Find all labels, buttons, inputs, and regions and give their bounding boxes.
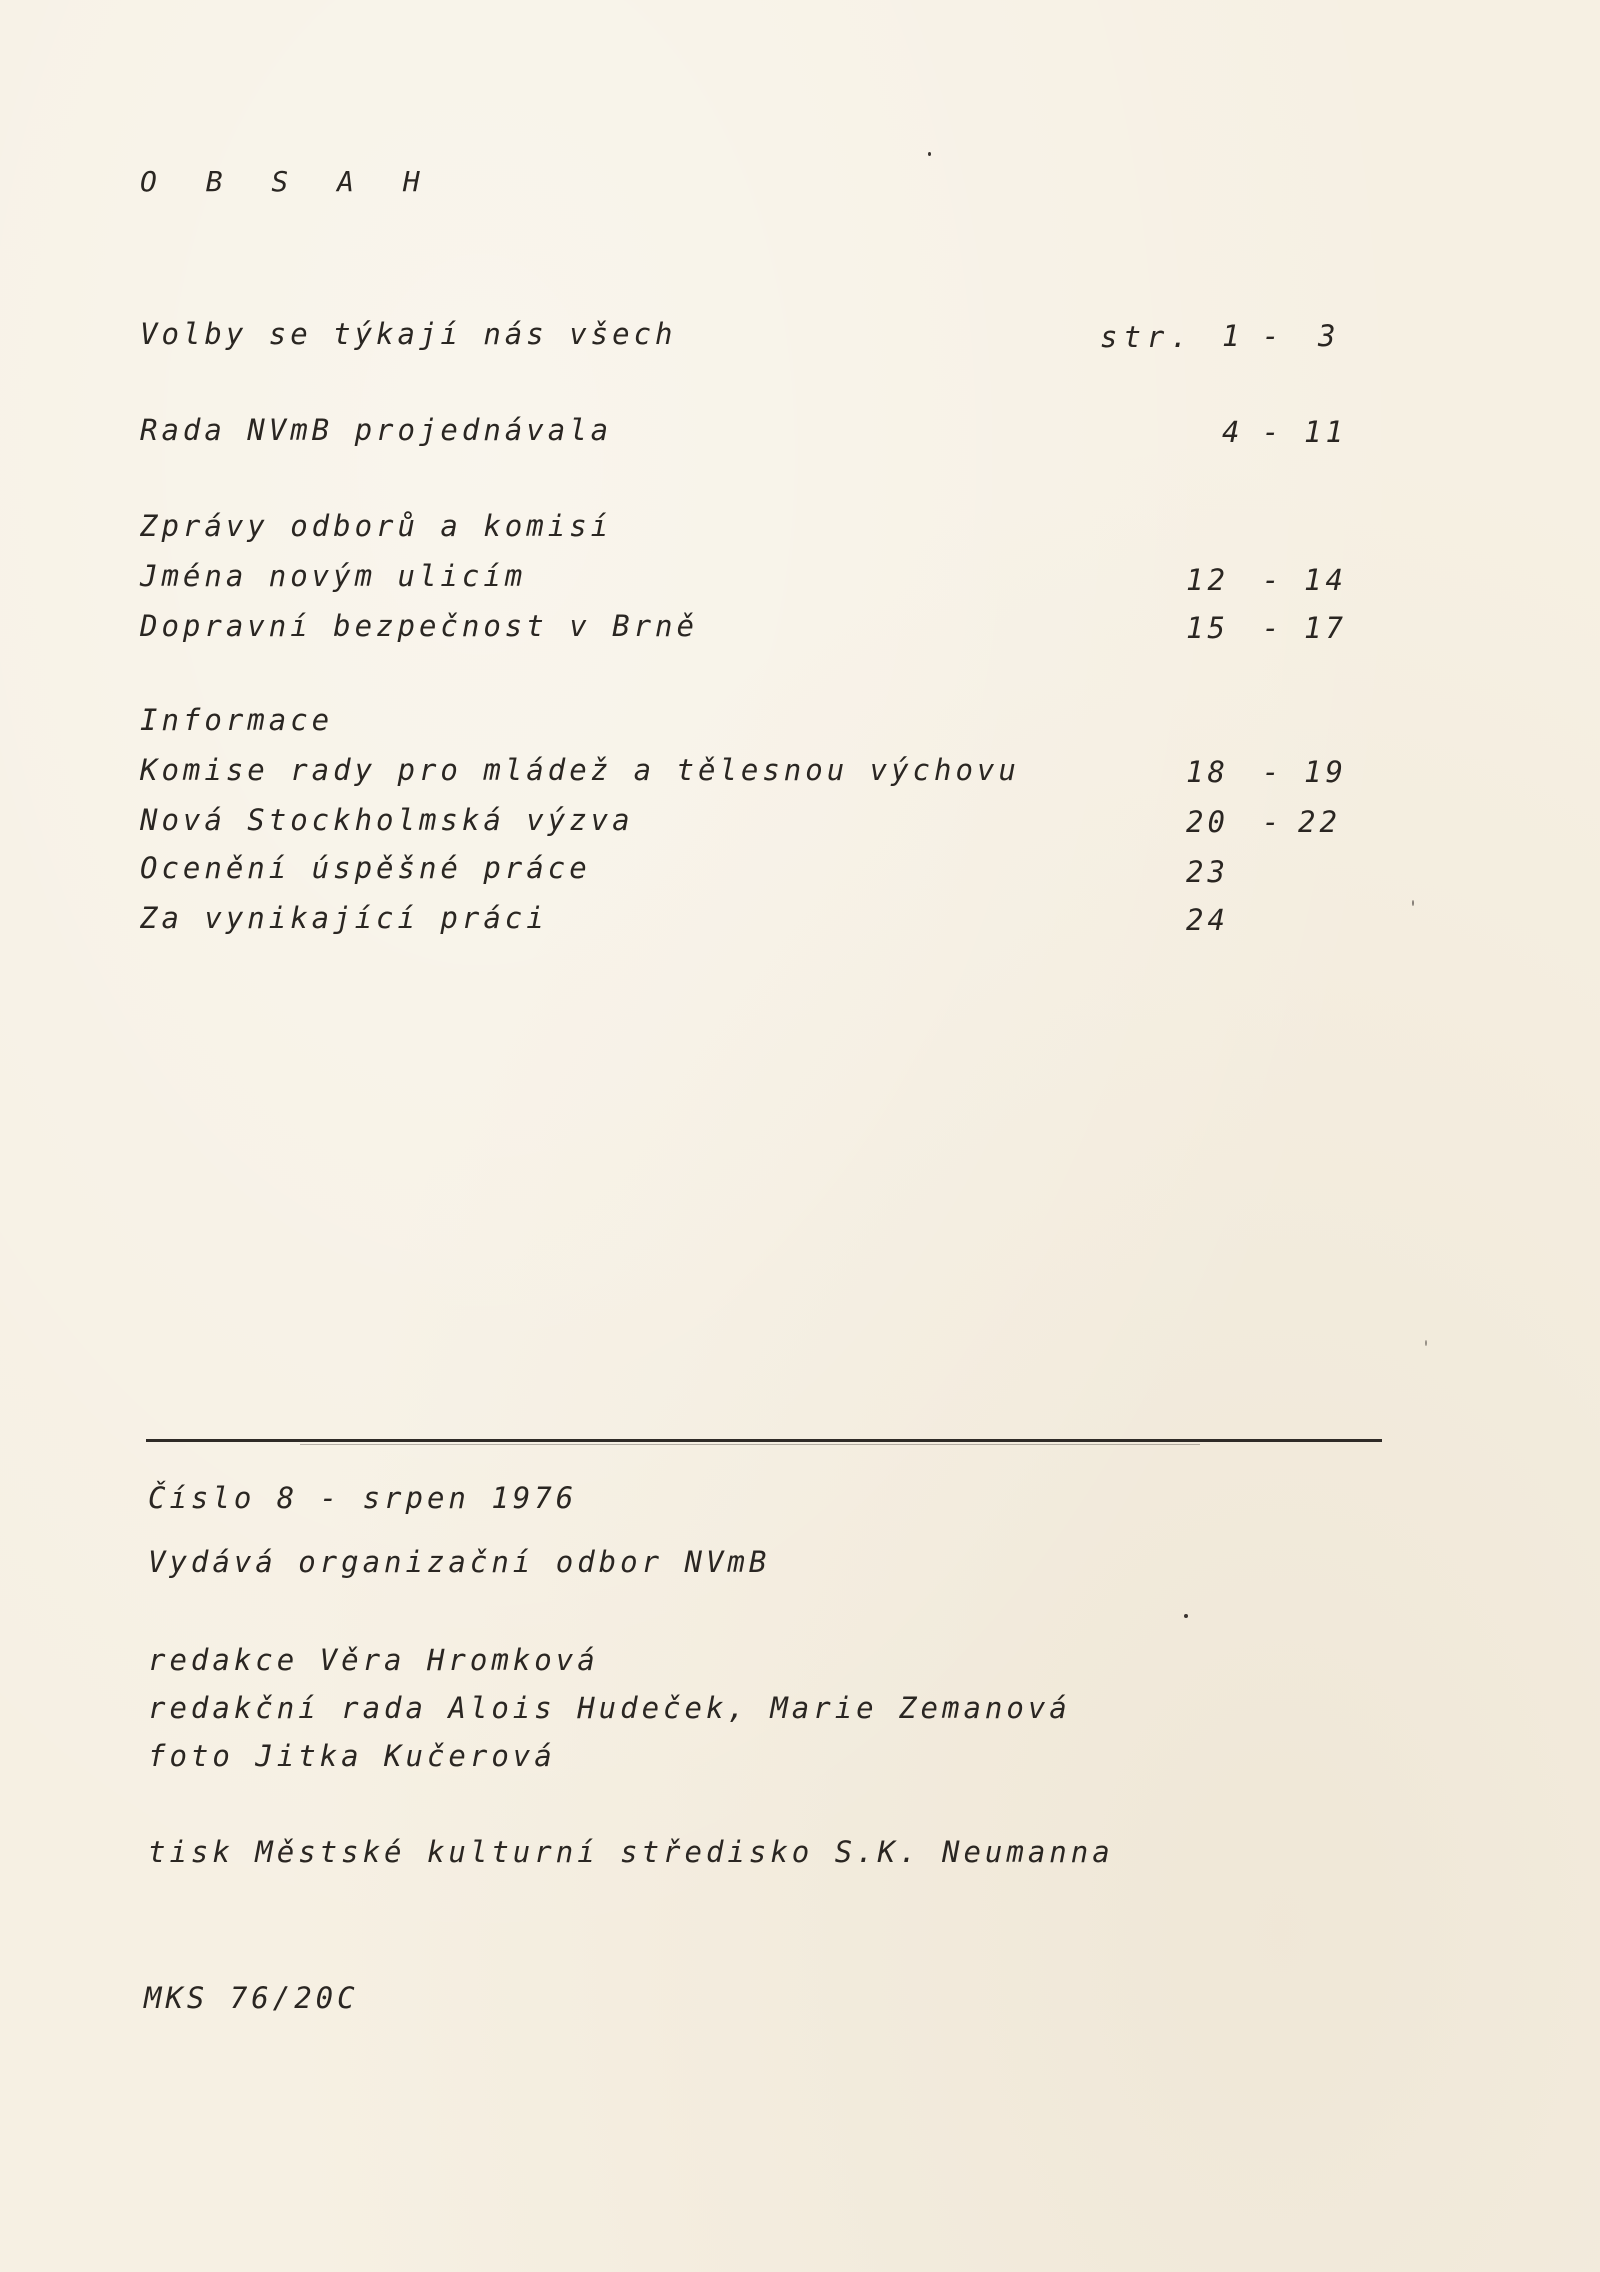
scan-speck — [1425, 1340, 1427, 1346]
toc-page-dash: - — [1262, 611, 1284, 645]
toc-entry-title: Komise rady pro mládež a tělesnou výchovu — [140, 753, 1020, 787]
toc-page-from: 18 — [1186, 755, 1229, 789]
toc-page-to: 11 — [1304, 415, 1347, 449]
toc-page-from: 12 — [1186, 563, 1229, 597]
toc-entry-title: Rada NVmB projednávala — [140, 413, 613, 447]
scan-speck — [928, 152, 931, 156]
print-info: tisk Městské kulturní středisko S.K. Neumanna — [148, 1835, 1114, 1869]
issue-info: Číslo 8 - srpen 1976 — [148, 1481, 578, 1515]
toc-page-to: 17 — [1304, 611, 1347, 645]
toc-entry-title: Dopravní bezpečnost v Brně — [140, 609, 698, 643]
toc-entry-title: Zprávy odborů a komisí — [140, 509, 613, 543]
pages-label: str. — [1100, 320, 1194, 354]
divider-shadow — [300, 1444, 1200, 1445]
toc-page-from: 24 — [1186, 903, 1229, 937]
scan-speck — [1412, 900, 1414, 906]
editorial-board-info: redakční rada Alois Hudeček, Marie Zemanová — [148, 1691, 1071, 1725]
toc-page-from: 15 — [1186, 611, 1229, 645]
toc-page-dash: - — [1262, 563, 1284, 597]
toc-entry-title: Volby se týkají nás všech — [140, 317, 677, 351]
publisher-info: Vydává organizační odbor NVmB — [148, 1545, 771, 1579]
toc-page-to: 19 — [1304, 755, 1347, 789]
toc-entry-title: Informace — [140, 703, 334, 737]
page-title: O B S A H — [140, 165, 436, 198]
toc-page-from: 20 — [1186, 805, 1229, 839]
photo-info: foto Jitka Kučerová — [148, 1739, 556, 1773]
toc-page-dash: - — [1262, 415, 1284, 449]
scan-speck — [1184, 1614, 1188, 1618]
divider-line — [146, 1439, 1382, 1442]
editor-info: redakce Věra Hromková — [148, 1643, 599, 1677]
toc-page-from: 23 — [1186, 855, 1229, 889]
toc-page-dash: - — [1262, 755, 1284, 789]
toc-entry-title: Za vynikající práci — [140, 901, 548, 935]
toc-entry-title: Nová Stockholmská výzva — [140, 803, 634, 837]
toc-page-dash: - — [1262, 319, 1284, 353]
toc-page-from: 1 — [1222, 319, 1244, 353]
toc-entry-title: Jména novým ulicím — [140, 559, 527, 593]
print-code: MKS 76/20C — [144, 1981, 359, 2015]
toc-page-from: 4 — [1222, 415, 1244, 449]
toc-page-to: 3 — [1318, 319, 1340, 353]
toc-page-dash: - — [1262, 805, 1284, 839]
toc-entry-title: Ocenění úspěšné práce — [140, 851, 591, 885]
toc-page-to: 14 — [1304, 563, 1347, 597]
toc-page-to: 22 — [1298, 805, 1341, 839]
